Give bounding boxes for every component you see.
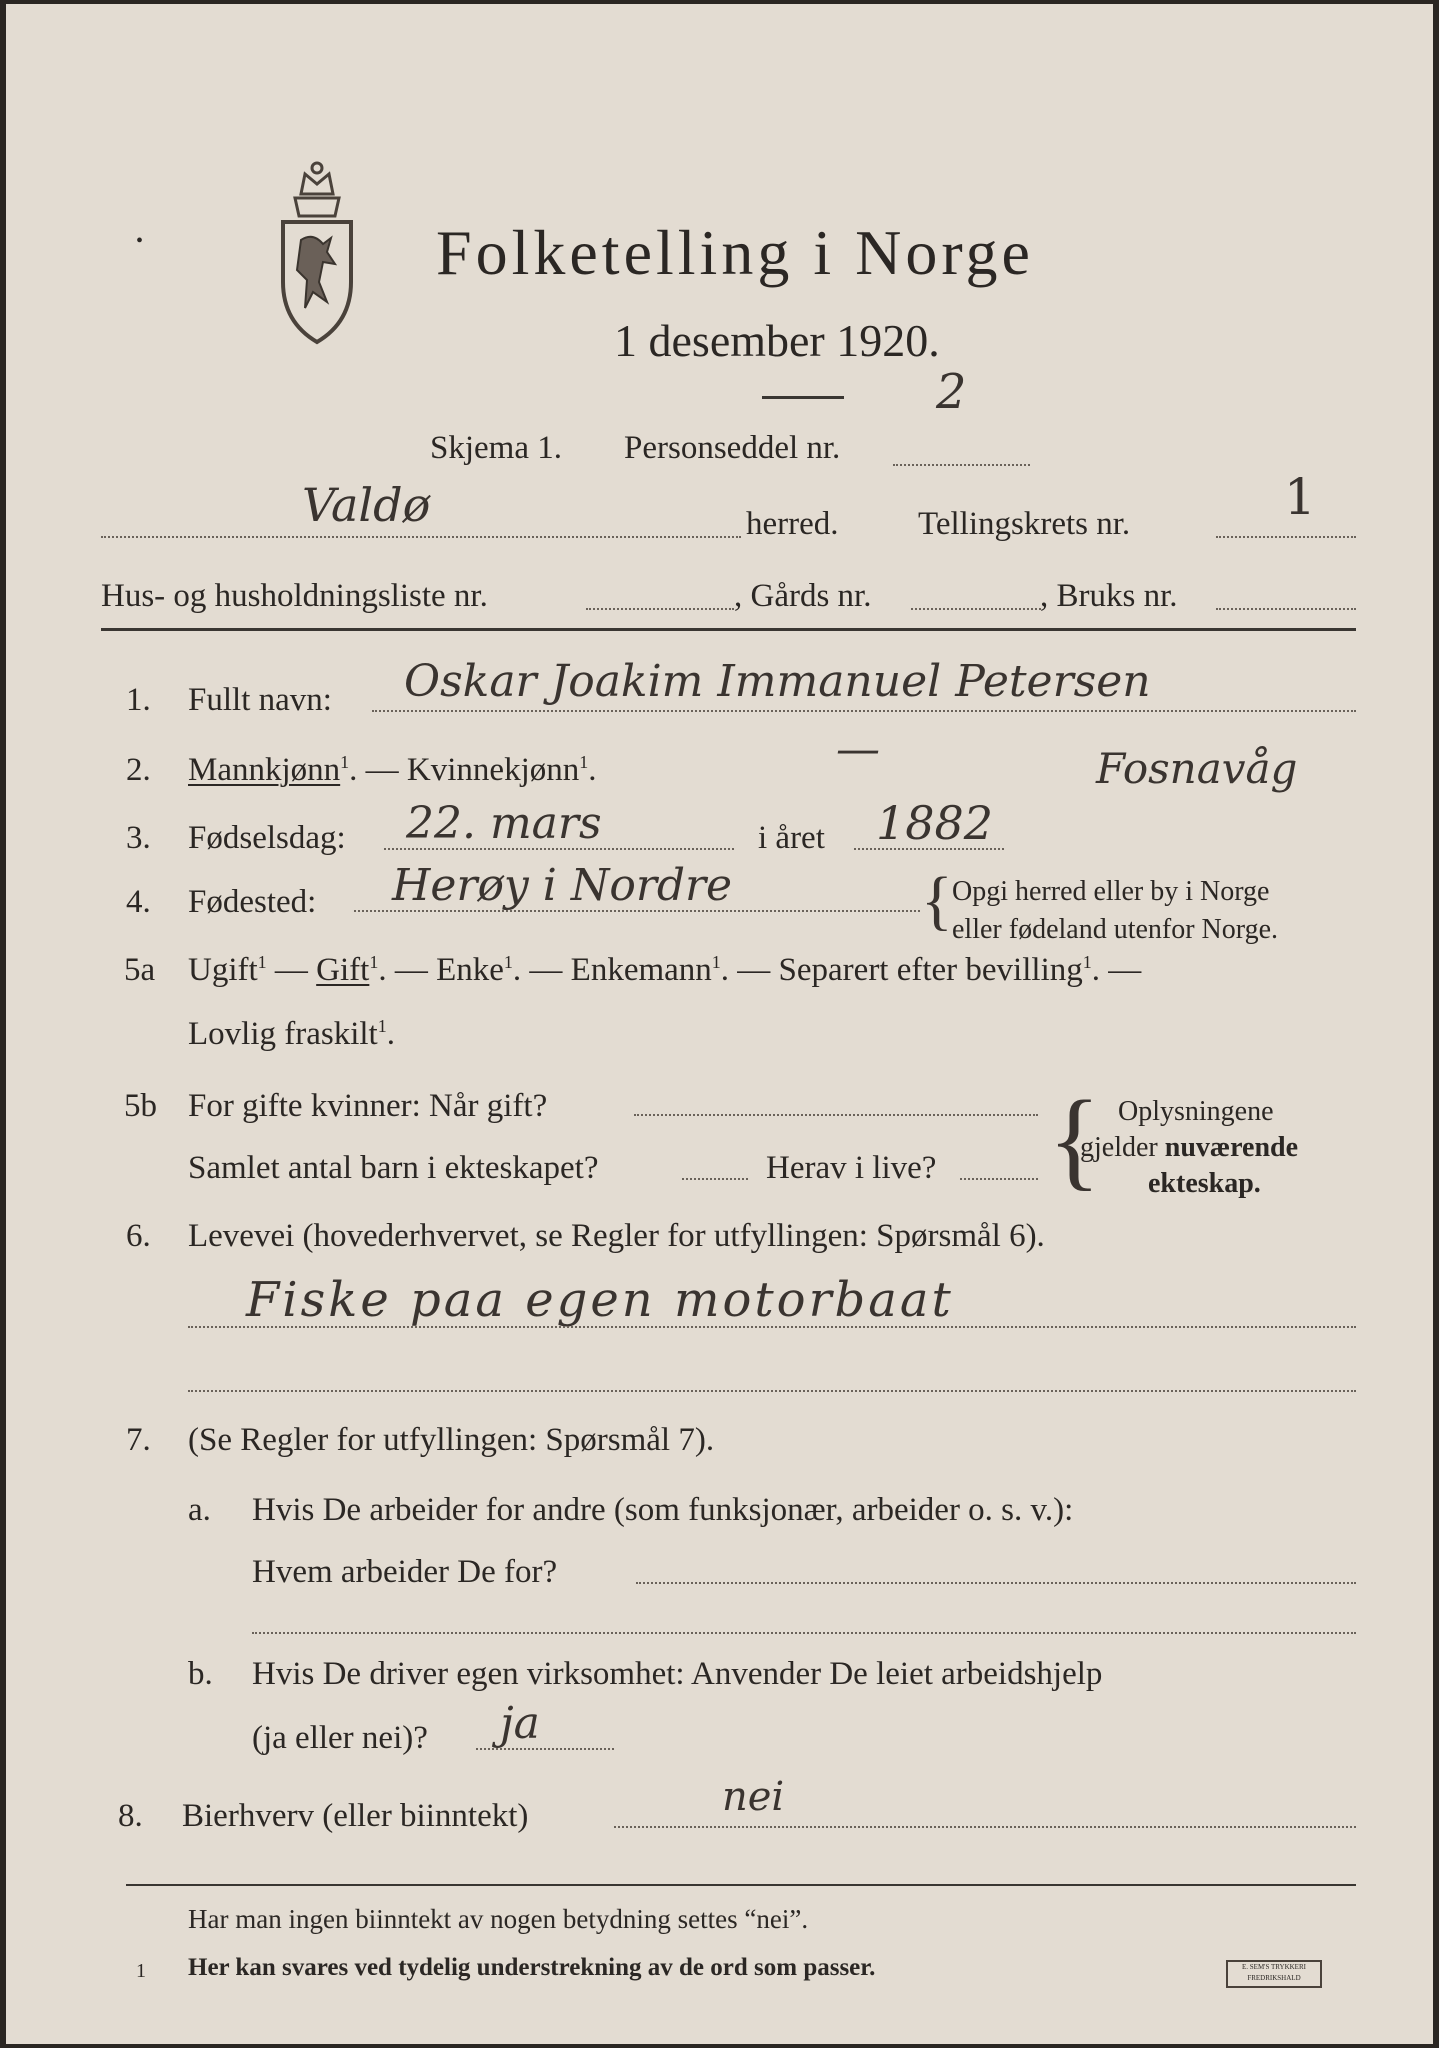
title-divider [762,396,844,399]
form-date: 1 desember 1920. [614,315,940,366]
q8-value: nei [722,1774,785,1820]
schema-label: Skjema 1. [430,430,562,466]
q5b-alive-field[interactable] [960,1178,1038,1180]
footnote-mark: 1 [136,1960,146,1982]
tellingskrets-field[interactable] [1216,536,1356,538]
q3-year-label: i året [758,820,825,856]
q4-value: Herøy i Nordre [392,860,733,911]
hus-label: Hus- og husholdningsliste nr. [101,578,488,614]
gards-label: , Gårds nr. [734,578,872,614]
footer-rule [126,1884,1356,1886]
q7b-line1: Hvis De driver egen virksomhet: Anvender De leiet arbeidshjelp [252,1656,1103,1692]
tellingskrets-value: 1 [1284,468,1316,526]
tellingskrets-label: Tellingskrets nr. [918,506,1131,542]
q5a-line1: Ugift$^1$ — Gift$^1$. — Enke$^1$. — Enkemann$^1$. — Separert efter bevilling$^1$. — [188,952,1142,988]
q7a-line2: Hvem arbeider De for? [252,1554,558,1590]
q2-female[interactable]: Kvinnekjønn [406,752,580,788]
q2-extra: Fosnavåg [1096,744,1298,793]
q8-label: Bierhverv (eller biinntekt) [182,1798,529,1834]
q1-label: Fullt navn: [188,682,332,718]
q2-male[interactable]: Mannkjønn [188,752,341,788]
q7b-line2: (ja eller nei)? [252,1720,428,1756]
q7b-value: ja [500,1698,540,1749]
q3-number: 3. [126,820,151,856]
q4-brace: { [921,864,953,937]
q6-label: Levevei (hovederhvervet, se Regler for utfyllingen: Spørsmål 6). [188,1218,1045,1254]
q7a-line1: Hvis De arbeider for andre (som funksjonær, arbeider o. s. v.): [252,1492,1074,1528]
q1-number: 1. [126,682,151,718]
census-form [6,4,1433,2044]
q3-value: 22. mars [406,798,602,849]
q4-note-1: Opgi herred eller by i Norge [952,876,1270,907]
q3-label: Fødselsdag: [188,820,346,856]
q7b-field[interactable] [476,1748,614,1750]
q2-mark: — [836,724,880,775]
bruks-field[interactable] [1216,608,1356,610]
q5b-children-field[interactable] [682,1178,748,1180]
herred-label: herred. [746,506,839,542]
q3-year-value: 1882 [876,796,994,850]
margin-dot: • [136,230,144,252]
personseddel-field[interactable] [893,464,1030,466]
personseddel-label: Personseddel nr. [624,430,841,466]
q5b-note-2: gjelder nuværende [1080,1132,1299,1163]
q1-field[interactable] [372,710,1356,712]
q5a-line2: Lovlig fraskilt$^1$. [188,1016,395,1052]
q4-label: Fødested: [188,884,317,920]
q5a-gift[interactable]: Gift [316,952,370,988]
q6-field-1[interactable] [188,1326,1356,1328]
coat-of-arms-icon [261,152,373,352]
herred-field[interactable] [101,536,741,538]
q7a-field-2[interactable] [252,1632,1356,1634]
q8-field[interactable] [614,1826,1356,1828]
form-title: Folketelling i Norge [436,217,1034,288]
footer-note: Har man ingen biinntekt av nogen betydning settes “nei”. [188,1904,809,1934]
q5b-note-3: ekteskap. [1148,1168,1261,1199]
herred-value: Valdø [302,478,431,532]
q1-value: Oskar Joakim Immanuel Petersen [404,656,1151,707]
hus-field[interactable] [586,608,734,610]
footnote-text: Her kan svares ved tydelig understrekning av de ord som passer. [188,1954,876,1981]
q6-value: Fiske paa egen motorbaat [246,1272,954,1328]
q6-field-2[interactable] [188,1390,1356,1392]
q5a-number: 5a [124,952,156,988]
q7a-letter: a. [188,1492,211,1528]
q2-number: 2. [126,752,151,788]
q4-number: 4. [126,884,151,920]
q5b-number: 5b [124,1088,157,1124]
header-rule [101,628,1356,631]
q5b-married-field[interactable] [634,1114,1038,1116]
q7-label: (Se Regler for utfyllingen: Spørsmål 7). [188,1422,715,1458]
gards-field[interactable] [911,608,1041,610]
bruks-label: , Bruks nr. [1040,578,1178,614]
q5b-brace: { [1048,1078,1101,1200]
printer-stamp: E. SEM'S TRYKKERI FREDRIKSHALD [1226,1960,1322,1988]
q8-number: 8. [118,1798,143,1834]
q5b-line1: For gifte kvinner: Når gift? [188,1088,548,1124]
q7a-field-1[interactable] [636,1582,1356,1584]
q6-number: 6. [126,1218,151,1254]
q5b-line2b: Herav i live? [766,1150,937,1186]
personseddel-handwritten: 2 [936,364,967,420]
q7b-letter: b. [188,1656,213,1692]
q2-line: Mannkjønn$^1$. — Kvinnekjønn$^1$. [188,752,597,788]
q4-note-2: eller fødeland utenfor Norge. [952,914,1279,945]
q5b-line2: Samlet antal barn i ekteskapet? [188,1150,599,1186]
q5b-note-1: Oplysningene [1118,1096,1274,1127]
q7-number: 7. [126,1422,151,1458]
